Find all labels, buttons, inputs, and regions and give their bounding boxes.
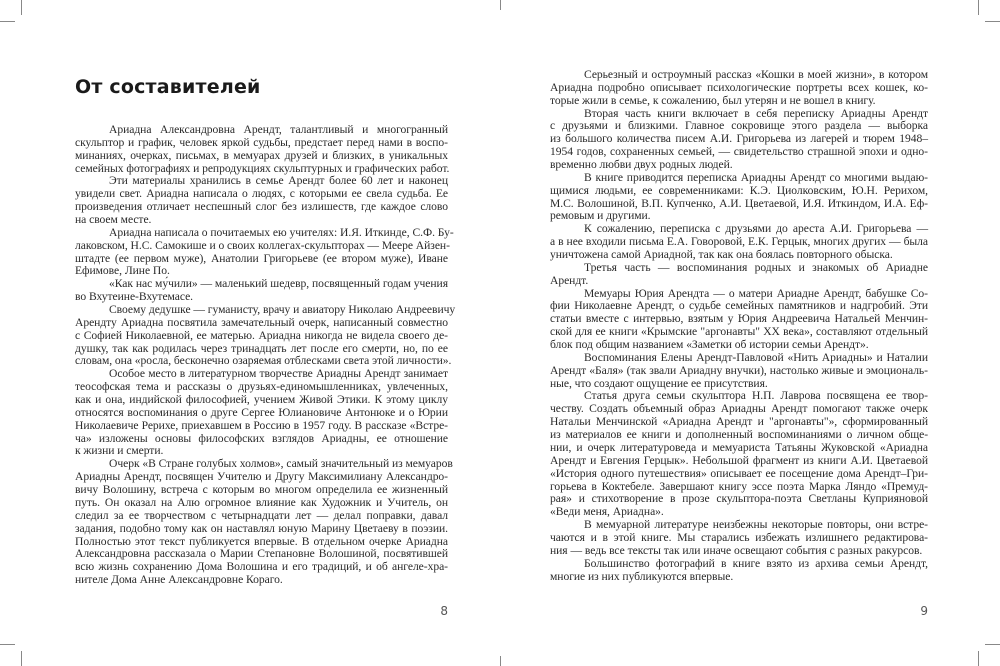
text-line: ния — ведь все тексты так или иначе освещают события с разных ракурсов. xyxy=(550,543,923,557)
text-line: Третья часть — воспоминания родных и знакомых об Ариадне xyxy=(584,260,928,274)
crop-mark xyxy=(500,656,501,666)
text-line: с друзьями и близкими. Главное сокровище этого раздела — выборка xyxy=(550,119,928,133)
paragraph xyxy=(75,303,456,368)
text-line: вичу Волошину, встреча с которым во многом определила ее жизненный xyxy=(75,483,448,497)
text-line: с Софией Николаевной, ее матерью. Ариадна никогда не видела своего де- xyxy=(75,328,448,342)
text-line: путь. Он оказал на Алю огромное влияние как Художник и Учитель, он xyxy=(75,495,448,509)
text-line: Особое место в литературном творчестве Ариадны Арендт занимает xyxy=(109,367,448,381)
text-line: Николаевиче Рерихе, приехавшем в Россию в 1957 году. В рассказе «Встре- xyxy=(75,418,448,432)
crop-mark xyxy=(500,0,501,10)
text-line: Арендту Ариадна посвятила замечательный очерк, написанный совместно xyxy=(75,315,448,329)
paragraph xyxy=(550,108,928,172)
text-line: уничтожена самой Ариадной, так как она боялась повторного обыска. xyxy=(550,248,893,262)
crop-mark xyxy=(978,0,979,15)
text-line: теософская тема и рассказы о друзьях-единомышленниках, увлеченных, xyxy=(75,380,448,394)
text-line: Эти материалы хранились в семье Арендт более 60 лет и наконец xyxy=(109,174,448,188)
text-line: увидели свет. Ариадна написала о людях, с которыми ее свела судьба. Ее xyxy=(75,187,448,201)
text-line: Александровна рассказала о Марии Степановне Волошиной, посвятившей xyxy=(75,547,448,561)
paragraph xyxy=(550,390,928,519)
text-line: Арендт «Баля» (так звали Ариадну внучки), настолько живые и эмоциональ- xyxy=(550,363,928,377)
paragraph xyxy=(75,175,448,226)
text-line: Ариадна подробно описывает психологические портреты всех кошек, ко- xyxy=(550,80,928,94)
text-line: Ариадны Арендт, посвящен Учителю и Другу Максимилиану Александро- xyxy=(75,470,448,484)
paragraph xyxy=(550,352,928,391)
text-line: во Вхутеине-Вхутемасе. xyxy=(75,290,194,304)
paragraph xyxy=(75,225,454,278)
text-line: Арендт. xyxy=(550,273,589,287)
text-line: душку, так как родилась через тринадцать лет после его смерти, но, по ее xyxy=(75,341,448,355)
text-line: фии Николаевне Арендт, о судьбе семейных памятников и надгробий. Эти xyxy=(550,299,928,313)
paragraph xyxy=(550,519,928,558)
text-line: минаниях, очерках, письмах, в мемуарах друзей и близких, в уникальных xyxy=(75,148,448,162)
text-line: Натальи Менчинской «Ариадна Арендт и "аргонавты"», сформированный xyxy=(550,415,928,429)
text-line: многие из них публикуются впервые. xyxy=(550,569,734,583)
left-page-text xyxy=(75,123,456,587)
paragraph xyxy=(75,124,448,175)
text-line: из материалов ее книги и дополненный воспоминаниями о личном обще- xyxy=(550,428,928,442)
text-line: лаковском, Н.С. Самокише и о своих коллегах-скульпторах — Меере Айзен- xyxy=(75,238,450,252)
text-line: ча» изложены основы философских взглядов Ариадны, ее отношение xyxy=(75,431,448,445)
crop-mark xyxy=(978,651,979,666)
paragraph xyxy=(550,172,928,223)
crop-mark xyxy=(0,21,15,22)
text-line: из большого количества писем А.И. Григорьева из лагерей и тюрем 1948– xyxy=(550,132,928,146)
text-line: ской для ее книги «Крымские "аргонавты" XX века», составляют отдельный xyxy=(550,325,928,339)
text-line: словам, она «росла, бесконечно озаряемая отблесками света этой личности». xyxy=(75,354,452,368)
text-line: Вторая часть книги включает в себя переписку Ариадны Арендт xyxy=(584,106,928,120)
text-line: горьева в Коктебеле. Завершают книгу эссе поэта Марка Ляндо «Премуд- xyxy=(550,479,928,493)
text-line: как и она, индийской философией, учением Живой Этики. К этому циклу xyxy=(75,393,448,407)
page-number: 9 xyxy=(920,604,928,618)
text-line: В книге приводится переписка Ариадны Арендт со многими выдаю- xyxy=(584,170,928,184)
crop-mark xyxy=(985,644,1000,645)
text-line: произведения отличает неспешный слог без излишеств, где каждое слово xyxy=(75,200,448,214)
text-line: Мемуары Юрия Арендта — о матери Ариадне Арендт, бабушке Со- xyxy=(584,286,928,300)
text-line: честву. Создать объемный образ Ариадны Арендт помогают также очерк xyxy=(550,402,928,416)
text-line: «Как нас му́чили» — маленький шедевр, посвященный годам учения xyxy=(109,277,448,291)
text-line: Полностью этот текст публикуется впервые. В отдельном очерке Ариадна xyxy=(75,534,448,548)
text-line: М.С. Волошиной, В.П. Купченко, А.И. Цветаевой, И.Я. Иткиндом, И.А. Еф- xyxy=(550,196,928,210)
text-line: Большинство фотографий в книге взято из архива семьи Арендт, xyxy=(584,556,928,570)
text-line: Статья друга семьи скульптора Н.П. Лаврова посвящена ее твор- xyxy=(584,389,928,403)
text-line: В мемуарной литературе неизбежны некоторые повторы, они встре- xyxy=(584,518,928,532)
text-line: временно любви двух родных людей. xyxy=(550,158,733,172)
text-line: ремовым и другими. xyxy=(550,209,651,223)
text-line: К сожалению, переписка с друзьями до ареста А.И. Григорьева — xyxy=(584,222,928,236)
text-line: скульптор и график, человек яркой судьбы, предстает перед нами в воспо- xyxy=(75,135,448,149)
text-line: Арендт и Евгения Герцык». Небольшой фрагмент из книги А.И. Цветаевой xyxy=(550,453,928,467)
paragraph xyxy=(75,368,448,458)
text-line: относятся воспоминания о друге Сергее Юлиановиче Антонюке и о Юрии xyxy=(75,405,448,419)
text-line: нии, и очерк литературоведа и мемуариста Татьяны Жуковской «Ариадна xyxy=(550,440,928,454)
paragraph xyxy=(550,69,928,108)
text-line: нителе Дома Анне Александровне Кораго. xyxy=(75,573,283,587)
text-line: семейных фотографиях и репродукциях скульптурных и графических работ. xyxy=(75,161,450,175)
crop-mark xyxy=(21,651,22,666)
text-line: статьи вместе с интервью, взятым у Юрия Андреевича Натальей Менчин- xyxy=(550,312,928,326)
page-number: 8 xyxy=(440,604,448,618)
text-line: на своем месте. xyxy=(75,213,152,227)
text-line: к жизни и смерти. xyxy=(75,444,164,458)
text-line: «История одного путешествия» описывает ее посещение дома Арендт–Гри- xyxy=(550,466,928,480)
text-line: Ефимове, Лине По. xyxy=(75,264,170,278)
paragraph xyxy=(75,457,453,587)
text-line: Серьезный и остроумный рассказ «Кошки в моей жизни», в котором xyxy=(584,68,928,81)
text-line: Очерк «В Стране голубых холмов», самый значительный из мемуаров xyxy=(109,457,453,471)
paragraph xyxy=(75,278,448,304)
text-line: 1954 годов, сохраненных семьей, — свидетельство страшной эпохи и одно- xyxy=(550,145,928,159)
text-line: а в нее входили письма Е.А. Говоровой, Е.К. Герцык, многих других — была xyxy=(550,235,928,249)
text-line: торые жили в семье, к сожалению, был утерян и не вошел в книгу. xyxy=(550,93,876,107)
text-line: Ариадна написала о почитаемых ею учителях: И.Я. Иткинде, С.Ф. Бу- xyxy=(109,225,454,239)
text-line: следил за ее творчеством с четырнадцати лет — делал поправки, давал xyxy=(75,508,448,522)
text-line: блок под общим названием «Заметки об истории семьи Арендт». xyxy=(550,338,869,352)
text-line: Воспоминания Елены Арендт-Павловой «Нить Ариадны» и Наталии xyxy=(584,350,928,364)
right-page-text xyxy=(550,69,928,583)
paragraph xyxy=(550,558,928,584)
paragraph xyxy=(550,262,928,288)
crop-mark xyxy=(0,644,15,645)
text-line: «Веди меня, Ариадна». xyxy=(550,505,664,519)
text-line: штадте (ее первом муже), Анатолии Григорьеве (ее втором муже), Иване xyxy=(75,251,448,265)
text-line: задания, подобно тому как он наставлял юную Марину Цветаеву в поэзии. xyxy=(75,521,448,535)
text-line: Ариадна Александровна Арендт, талантливый и многогранный xyxy=(109,123,448,136)
paragraph xyxy=(550,223,928,262)
text-line: всю жизнь сохранению Дома Волошина и его традиций, и об ангеле-хра- xyxy=(75,560,448,574)
section-title: От составителей xyxy=(75,76,261,98)
text-line: чаются и в этой книге. Мы старались избежать излишнего редактирова- xyxy=(550,530,928,544)
text-line: щимися людьми, ее современниками: К.Э. Циолковским, Ю.Н. Рерихом, xyxy=(550,183,928,197)
crop-mark xyxy=(985,21,1000,22)
text-line: ные, что создают ощущение ее присутствия. xyxy=(550,376,768,390)
text-line: Своему дедушке — гуманисту, врачу и авиатору Николаю Андреевичу xyxy=(109,303,456,317)
paragraph xyxy=(550,288,928,352)
text-line: рая» и стихотворение в прозе скульптора-поэта Светланы Куприяновой xyxy=(550,492,928,506)
crop-mark xyxy=(21,0,22,15)
